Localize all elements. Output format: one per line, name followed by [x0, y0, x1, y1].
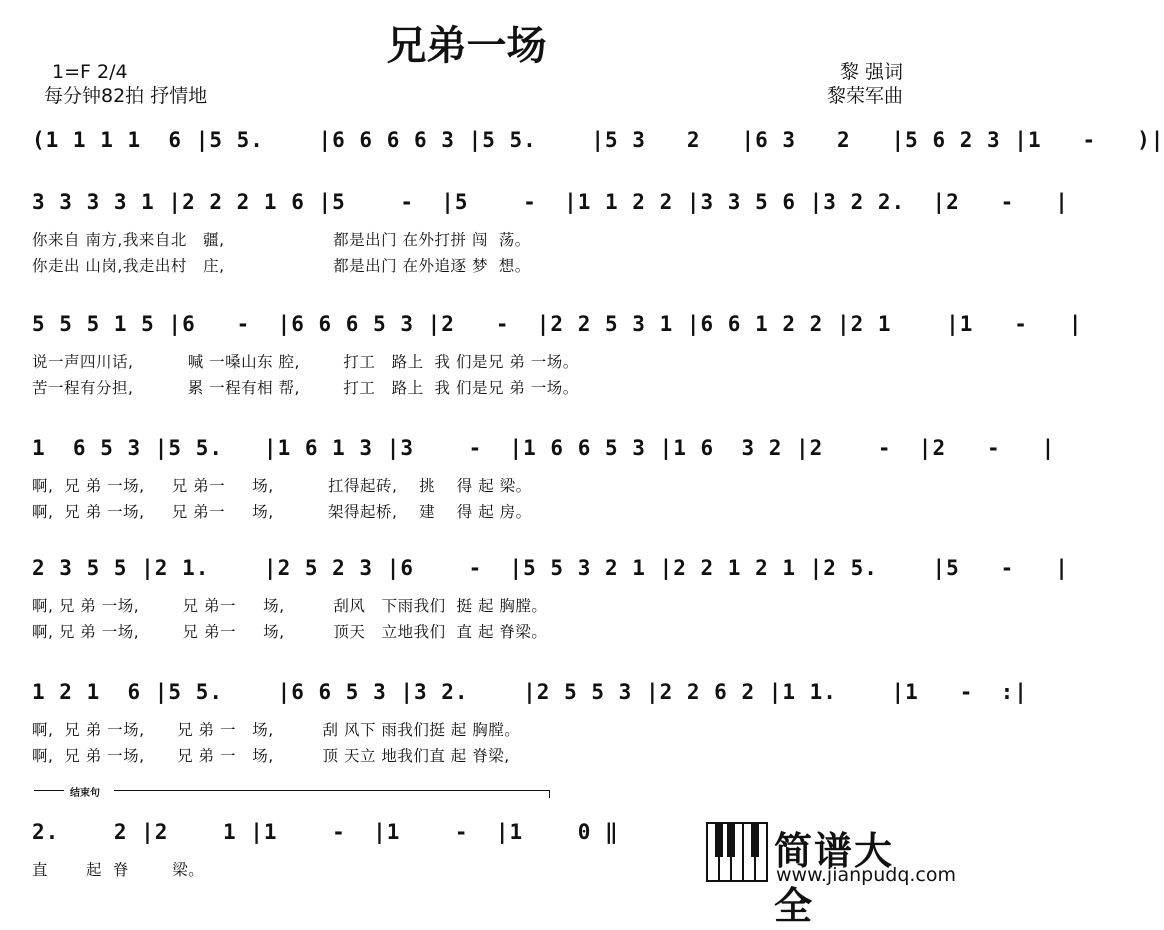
notation-line: (1 1 1 1 6 |5 5. |6 6 6 6 3 |5 5. |5 3 2 |6 3 2 |5 6 2 3 |1 - )| — [32, 128, 1164, 152]
composer-credit: 黎荣军曲 — [826, 85, 903, 107]
notation-line: 2 3 5 5 |2 1. |2 5 2 3 |6 - |5 5 3 2 1 |2 2 1 2 1 |2 5. |5 - | — [32, 556, 1069, 580]
score-row — [32, 190, 1069, 276]
ending-bracket — [34, 784, 550, 798]
lyric-line: 啊, 兄 弟 一场, 兄 弟一 场, 顶天 立地我们 直 起 脊梁。 — [32, 623, 548, 641]
score-row — [32, 680, 1028, 766]
score-row — [32, 556, 1069, 642]
lyric-line: 说一声四川话, 喊 一嗓山东 腔, 打工 路上 我 们是兄 弟 一场。 — [32, 353, 579, 371]
lyric-line: 啊, 兄 弟 一场, 兄 弟 一 场, 刮 风下 雨我们挺 起 胸膛。 — [32, 721, 521, 739]
watermark — [700, 820, 956, 928]
watermark-url: www.jianpudq.com — [776, 864, 956, 886]
score-row — [32, 436, 1055, 522]
piano-keys-icon — [706, 822, 768, 882]
notation-line: 1 2 1 6 |5 5. |6 6 5 3 |3 2. |2 5 5 3 |2 2 6 2 |1 1. |1 - :| — [32, 680, 1028, 704]
lyric-line: 直 起 脊 梁。 — [32, 861, 205, 879]
lyricist-credit: 黎 强词 — [839, 61, 903, 83]
lyric-line: 你来自 南方,我来自北 疆, 都是出门 在外打拼 闯 荡。 — [32, 231, 531, 249]
lyric-line: 啊, 兄 弟 一场, 兄 弟一 场, 扛得起砖, 挑 得 起 梁。 — [32, 477, 532, 495]
lyric-line: 啊, 兄 弟 一场, 兄 弟一 场, 刮风 下雨我们 挺 起 胸膛。 — [32, 597, 548, 615]
lyric-line: 你走出 山岗,我走出村 庄, 都是出门 在外追逐 梦 想。 — [32, 257, 531, 275]
lyric-line: 啊, 兄 弟 一场, 兄 弟一 场, 架得起桥, 建 得 起 房。 — [32, 503, 532, 521]
notation-line: 2. 2 |2 1 |1 - |1 - |1 0 ‖ — [32, 820, 619, 844]
song-title: 兄弟一场 — [386, 23, 547, 69]
score-row — [32, 128, 1164, 152]
notation-line: 5 5 5 1 5 |6 - |6 6 6 5 3 |2 - |2 2 5 3 1 |6 6 1 2 2 |2 1 |1 - | — [32, 312, 1083, 336]
lyric-line: 苦一程有分担, 累 一程有相 帮, 打工 路上 我 们是兄 弟 一场。 — [32, 379, 579, 397]
score-row — [32, 820, 619, 880]
score-row — [32, 312, 1083, 398]
lyric-line: 啊, 兄 弟 一场, 兄 弟 一 场, 顶 天立 地我们直 起 脊梁, — [32, 747, 510, 765]
key-meter: 1=F 2/4 — [52, 61, 128, 83]
ending-label: 结束句 — [70, 788, 100, 799]
notation-line: 3 3 3 3 1 |2 2 2 1 6 |5 - |5 - |1 1 2 2 |3 3 5 6 |3 2 2. |2 - | — [32, 190, 1069, 214]
watermark-name: 简谱大全 — [774, 829, 895, 928]
notation-line: 1 6 5 3 |5 5. |1 6 1 3 |3 - |1 6 6 5 3 |1 6 3 2 |2 - |2 - | — [32, 436, 1056, 460]
tempo-mood: 每分钟82拍 抒情地 — [44, 85, 208, 107]
